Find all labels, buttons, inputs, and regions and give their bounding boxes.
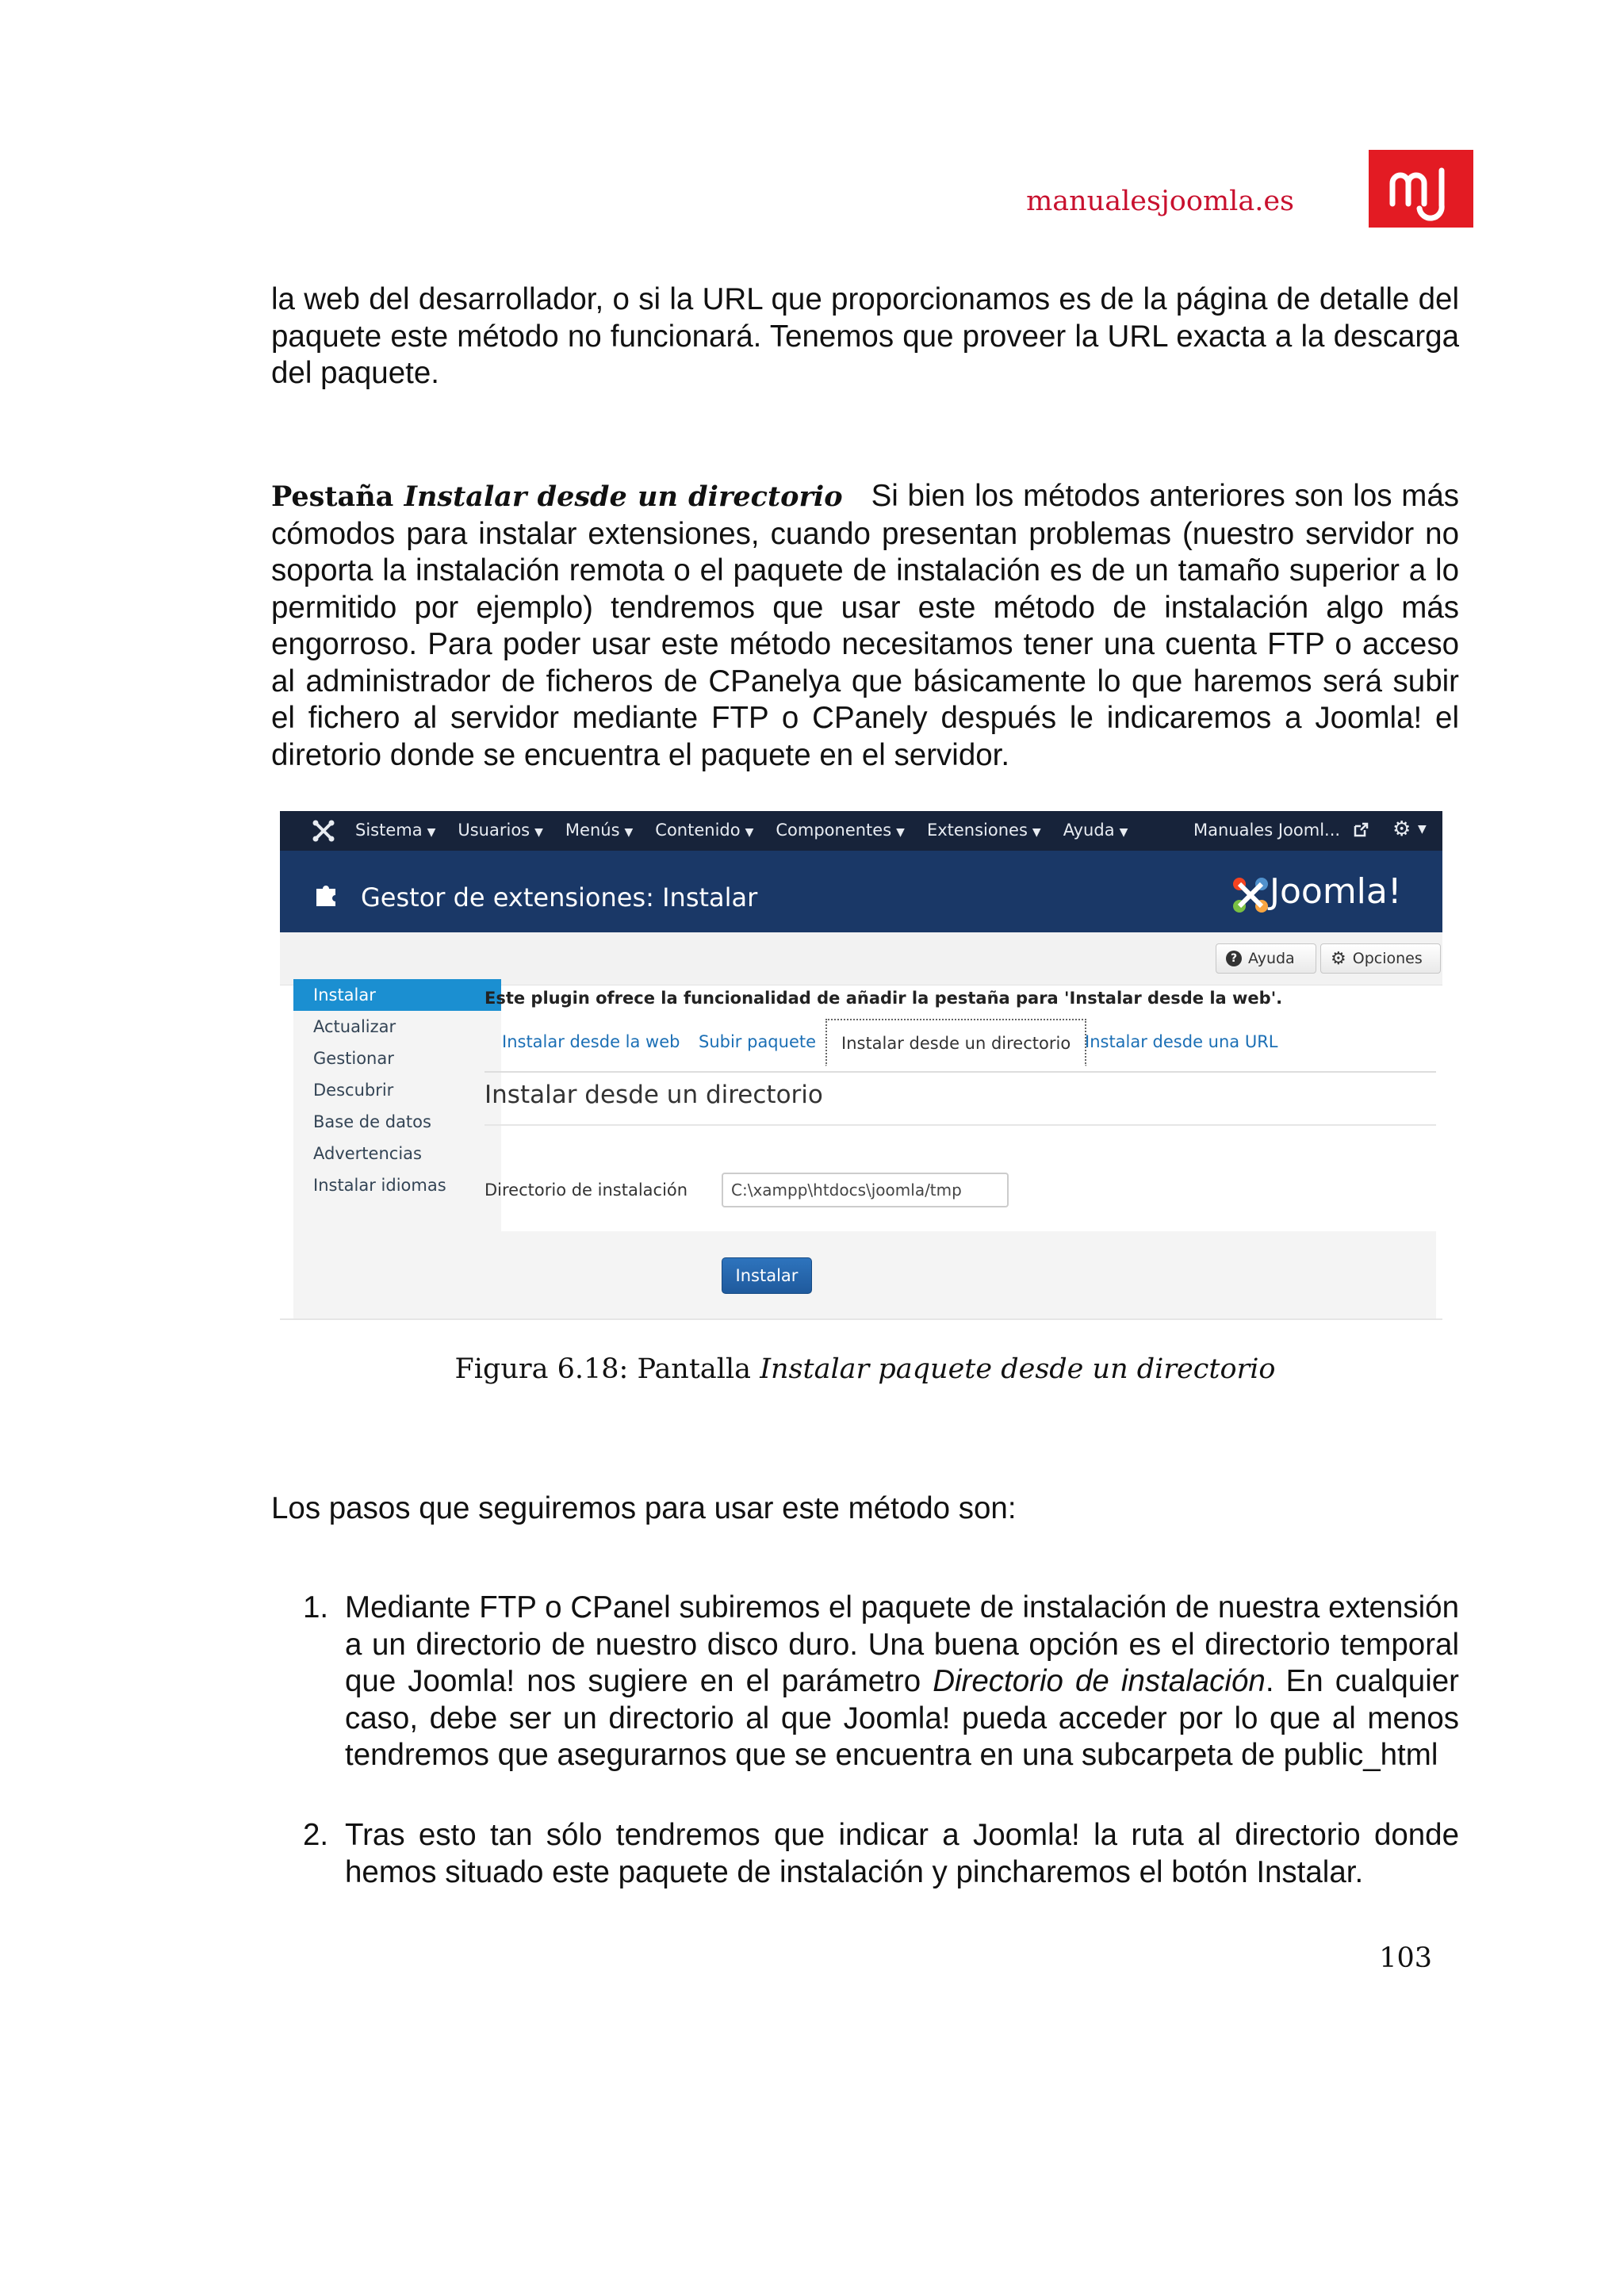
external-link-icon[interactable] bbox=[1353, 822, 1369, 838]
gear-icon: ⚙ bbox=[1331, 948, 1346, 969]
menu-componentes[interactable]: Componentes ▼ bbox=[776, 821, 905, 840]
page-title: Gestor de extensiones: Instalar bbox=[361, 882, 758, 913]
top-menu bbox=[355, 821, 1150, 840]
help-button[interactable] bbox=[1216, 943, 1316, 974]
heading-italic: Instalar desde un directorio bbox=[404, 480, 843, 513]
install-button[interactable]: Instalar bbox=[722, 1257, 812, 1294]
brand-name: Joomla! bbox=[1270, 871, 1402, 912]
page-header bbox=[280, 851, 1442, 932]
sidebar-item-actualizar[interactable]: Actualizar bbox=[313, 1017, 396, 1036]
site-name: manualesjoomla.es bbox=[1026, 186, 1294, 217]
sidebar-item-advertencias[interactable]: Advertencias bbox=[313, 1144, 422, 1163]
paragraph-3: Los pasos que seguiremos para usar este método son: bbox=[271, 1491, 1017, 1525]
sidebar-item-descubrir[interactable]: Descubrir bbox=[313, 1081, 394, 1100]
caret-down-icon: ▼ bbox=[427, 826, 436, 839]
install-directory-input[interactable]: C:\xampp\htdocs\joomla/tmp bbox=[722, 1173, 1009, 1207]
sidebar bbox=[293, 979, 501, 1318]
menu-extensiones[interactable]: Extensiones ▼ bbox=[926, 821, 1041, 840]
site-logo bbox=[1369, 150, 1473, 228]
list-item-text: Tras esto tan sólo tendremos que indicar a Joomla! la ruta al directorio donde hemos situado este paquete de instalación y pincharemos el botón Instalar. bbox=[345, 1818, 1459, 1889]
sidebar-item-instalar[interactable]: Instalar bbox=[293, 979, 501, 1011]
list-item-text: Mediante FTP o CPanel subiremos el paquete de instalación de nuestra extensión a un directorio de nuestro disco duro. Una buena opción es el directorio temporal que Joomla! nos sugiere en el parámetro Directorio de instalación. En cualquier caso, debe ser un directorio al que Joomla! pueda acceder por lo que al menos tendremos que asegurarnos que se encuentra en una subcarpeta de public_html bbox=[345, 1590, 1460, 1772]
site-link[interactable]: Manuales Jooml... bbox=[1193, 821, 1341, 840]
list-number: 2. bbox=[303, 1818, 329, 1852]
puzzle-icon bbox=[313, 881, 340, 908]
mj-logo-icon bbox=[1369, 150, 1473, 228]
joomla-screenshot bbox=[280, 811, 1442, 1320]
menu-menus[interactable]: Menús ▼ bbox=[565, 821, 634, 840]
install-directory-label: Directorio de instalación bbox=[485, 1181, 688, 1200]
caret-down-icon[interactable]: ▼ bbox=[1418, 823, 1427, 836]
install-tabs bbox=[485, 1008, 1436, 1073]
options-button[interactable] bbox=[1320, 943, 1441, 974]
sidebar-item-base-de-datos[interactable]: Base de datos bbox=[313, 1112, 431, 1131]
caption-italic: Instalar paquete desde un directorio bbox=[760, 1353, 1276, 1385]
form-actions bbox=[485, 1231, 1436, 1318]
options-button-label: Opciones bbox=[1352, 950, 1423, 967]
menu-contenido[interactable]: Contenido ▼ bbox=[655, 821, 754, 840]
tab-instalar-desde-la-web[interactable]: Instalar desde la web bbox=[502, 1032, 680, 1051]
help-button-label: Ayuda bbox=[1248, 950, 1295, 967]
paragraph-1: la web del desarrollador, o si la URL que proporcionamos es de la página de detalle del paquete este método no funcionará. Tenemos que proveer la URL exacta a la descarga del paquete. bbox=[271, 282, 1459, 390]
heading-bold: Pestaña bbox=[271, 480, 394, 513]
caption-prefix: Figura 6.18: Pantalla bbox=[454, 1353, 752, 1385]
caret-down-icon: ▼ bbox=[624, 826, 634, 839]
divider bbox=[485, 1124, 1436, 1126]
joomla-logo-icon bbox=[1228, 873, 1273, 917]
menu-sistema[interactable]: Sistema ▼ bbox=[355, 821, 436, 840]
joomla-icon bbox=[312, 819, 335, 843]
toolbar bbox=[280, 932, 1442, 985]
menu-usuarios[interactable]: Usuarios ▼ bbox=[458, 821, 543, 840]
tab-instalar-desde-una-url[interactable]: Instalar desde una URL bbox=[1085, 1032, 1278, 1051]
list-number: 1. bbox=[303, 1590, 329, 1624]
plugin-notice: Este plugin ofrece la funcionalidad de añadir la pestaña para 'Instalar desde la web'. bbox=[485, 989, 1283, 1008]
tab-subir-paquete[interactable]: Subir paquete bbox=[699, 1032, 817, 1051]
page-number: 103 bbox=[1379, 1942, 1432, 1974]
menu-ayuda[interactable]: Ayuda ▼ bbox=[1063, 821, 1128, 840]
paragraph-heading bbox=[271, 480, 843, 513]
paragraph-2 bbox=[271, 478, 1459, 774]
question-icon: ? bbox=[1226, 951, 1242, 966]
caret-down-icon: ▼ bbox=[745, 826, 754, 839]
caret-down-icon: ▼ bbox=[1119, 826, 1128, 839]
gear-icon[interactable]: ⚙ bbox=[1392, 817, 1411, 841]
sidebar-item-gestionar[interactable]: Gestionar bbox=[313, 1049, 394, 1068]
tab-instalar-desde-un-directorio[interactable]: Instalar desde un directorio bbox=[825, 1019, 1086, 1066]
figure-caption bbox=[271, 1353, 1459, 1385]
paragraph-2-text: Si bien los métodos anteriores son los más cómodos para instalar extensiones, cuando presentan problemas (nuestro servidor no soporta la instalación remota o el paquete de instalación es de un tamaño superior a lo permitido por ejemplo) tendremos que usar este método de instalación algo más engorroso. Para poder usar este método necesitamos tener una cuenta FTP o acceso al administrador de ficheros de CPanelya que básicamente lo que haremos será subir el fichero al servidor mediante FTP o CPanely después le indicaremos a Joomla! el diretorio donde se encuentra el paquete en el servidor. bbox=[271, 479, 1459, 772]
sidebar-item-instalar-idiomas[interactable]: Instalar idiomas bbox=[313, 1176, 446, 1195]
caret-down-icon: ▼ bbox=[896, 826, 905, 839]
caret-down-icon: ▼ bbox=[1032, 826, 1041, 839]
section-title: Instalar desde un directorio bbox=[485, 1081, 823, 1109]
admin-top-nav bbox=[280, 811, 1442, 851]
caret-down-icon: ▼ bbox=[534, 826, 543, 839]
